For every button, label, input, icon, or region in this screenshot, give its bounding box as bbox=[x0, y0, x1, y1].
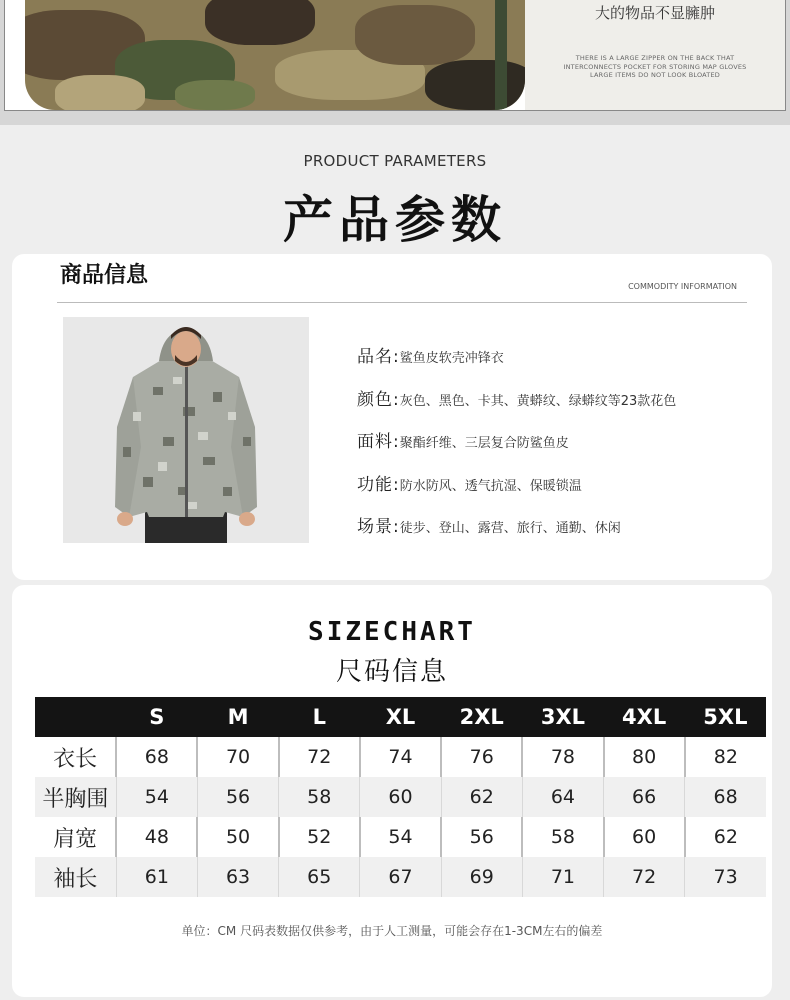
row-label: 半胸围 bbox=[35, 777, 116, 817]
size-chart-title-en: SIZECHART bbox=[308, 617, 476, 647]
attribute-label: 功能: bbox=[357, 474, 400, 495]
size-table bbox=[35, 697, 766, 897]
table-cell: 60 bbox=[604, 817, 685, 857]
product-photo bbox=[63, 317, 309, 543]
header-cell-size: L bbox=[279, 697, 360, 737]
table-cell: 61 bbox=[116, 857, 197, 897]
header-cell-size: 4XL bbox=[604, 697, 685, 737]
attribute-value: 防水防风、透气抗湿、保暖锁温 bbox=[399, 478, 582, 494]
camo-jacket-detail-image bbox=[25, 0, 525, 110]
table-cell: 60 bbox=[360, 777, 441, 817]
header-cell-size: XL bbox=[360, 697, 441, 737]
table-cell: 73 bbox=[685, 857, 766, 897]
table-cell: 67 bbox=[360, 857, 441, 897]
table-cell: 69 bbox=[441, 857, 522, 897]
table-cell: 76 bbox=[441, 737, 522, 777]
table-cell: 66 bbox=[604, 777, 685, 817]
size-chart-title-cn: 尺码信息 bbox=[335, 657, 448, 687]
attribute-label: 面料: bbox=[357, 432, 400, 452]
commodity-info-card bbox=[12, 254, 772, 580]
attribute-list bbox=[357, 342, 676, 555]
table-cell: 72 bbox=[604, 857, 685, 897]
table-cell: 54 bbox=[360, 817, 441, 857]
table-cell: 56 bbox=[441, 817, 522, 857]
banner-caption-cn: 大的物品不显臃肿 bbox=[594, 4, 715, 22]
attribute-row-name bbox=[357, 342, 676, 385]
table-row bbox=[35, 857, 766, 897]
table-row bbox=[35, 817, 766, 857]
table-cell: 58 bbox=[522, 817, 603, 857]
header-cell-size: S bbox=[116, 697, 197, 737]
table-row bbox=[35, 777, 766, 817]
section-title-cn: 产品参数 bbox=[283, 191, 507, 249]
table-cell: 52 bbox=[279, 817, 360, 857]
table-cell: 54 bbox=[116, 777, 197, 817]
attribute-label: 场景: bbox=[357, 517, 400, 537]
table-cell: 63 bbox=[197, 857, 278, 897]
table-cell: 71 bbox=[522, 857, 603, 897]
header-cell-size: 3XL bbox=[522, 697, 603, 737]
table-cell: 62 bbox=[685, 817, 766, 857]
section-title-en: PRODUCT PARAMETERS bbox=[303, 152, 487, 170]
attribute-value: 聚酯纤维、三层复合防鲨鱼皮 bbox=[399, 436, 569, 451]
table-cell: 48 bbox=[116, 817, 197, 857]
size-chart-note: 单位：CM 尺码表数据仅供参考，由于人工测量，可能会存在1-3CM左右的偏差 bbox=[181, 924, 603, 938]
table-cell: 70 bbox=[197, 737, 278, 777]
table-cell: 72 bbox=[279, 737, 360, 777]
attribute-row-fabric bbox=[357, 427, 676, 470]
attribute-value: 灰色、黑色、卡其、黄蟒纹、绿蟒纹等23款花色 bbox=[399, 393, 677, 409]
row-label: 衣长 bbox=[35, 737, 116, 777]
table-cell: 78 bbox=[522, 737, 603, 777]
banner-caption-en: THERE IS A LARGE ZIPPER ON THE BACK THAT INTERCONNECTS POCKET FOR STORING MAP GLOVES LARGE ITEMS DO NOT LOOK BLOATED bbox=[563, 54, 747, 79]
banner-frame bbox=[4, 0, 786, 111]
table-row bbox=[35, 737, 766, 777]
table-cell: 80 bbox=[604, 737, 685, 777]
table-cell: 62 bbox=[441, 777, 522, 817]
attribute-label: 颜色: bbox=[357, 389, 400, 410]
table-cell: 58 bbox=[279, 777, 360, 817]
info-card-title: 商品信息 bbox=[60, 263, 149, 288]
header-cell-size: M bbox=[197, 697, 278, 737]
divider bbox=[57, 302, 747, 303]
attribute-row-color bbox=[357, 385, 676, 428]
table-cell: 68 bbox=[116, 737, 197, 777]
table-cell: 82 bbox=[685, 737, 766, 777]
row-label: 袖长 bbox=[35, 857, 116, 897]
table-cell: 74 bbox=[360, 737, 441, 777]
header-cell-size: 5XL bbox=[685, 697, 766, 737]
size-table-header-row bbox=[35, 697, 766, 737]
attribute-row-function bbox=[357, 470, 676, 513]
table-cell: 68 bbox=[685, 777, 766, 817]
header-cell-size: 2XL bbox=[441, 697, 522, 737]
top-banner bbox=[0, 0, 790, 125]
attribute-label: 品名: bbox=[357, 347, 400, 367]
attribute-value: 鲨鱼皮软壳冲锋衣 bbox=[399, 351, 504, 366]
table-cell: 56 bbox=[197, 777, 278, 817]
table-cell: 64 bbox=[522, 777, 603, 817]
table-cell: 65 bbox=[279, 857, 360, 897]
attribute-row-scenario bbox=[357, 512, 676, 555]
header-cell-corner bbox=[35, 697, 116, 737]
attribute-value: 徒步、登山、露营、旅行、通勤、休闲 bbox=[399, 521, 621, 536]
info-card-title-en: COMMODITY INFORMATION bbox=[628, 282, 737, 291]
table-cell: 50 bbox=[197, 817, 278, 857]
row-label: 肩宽 bbox=[35, 817, 116, 857]
size-chart-card bbox=[12, 585, 772, 997]
model-wearing-jacket-illustration bbox=[63, 317, 309, 543]
